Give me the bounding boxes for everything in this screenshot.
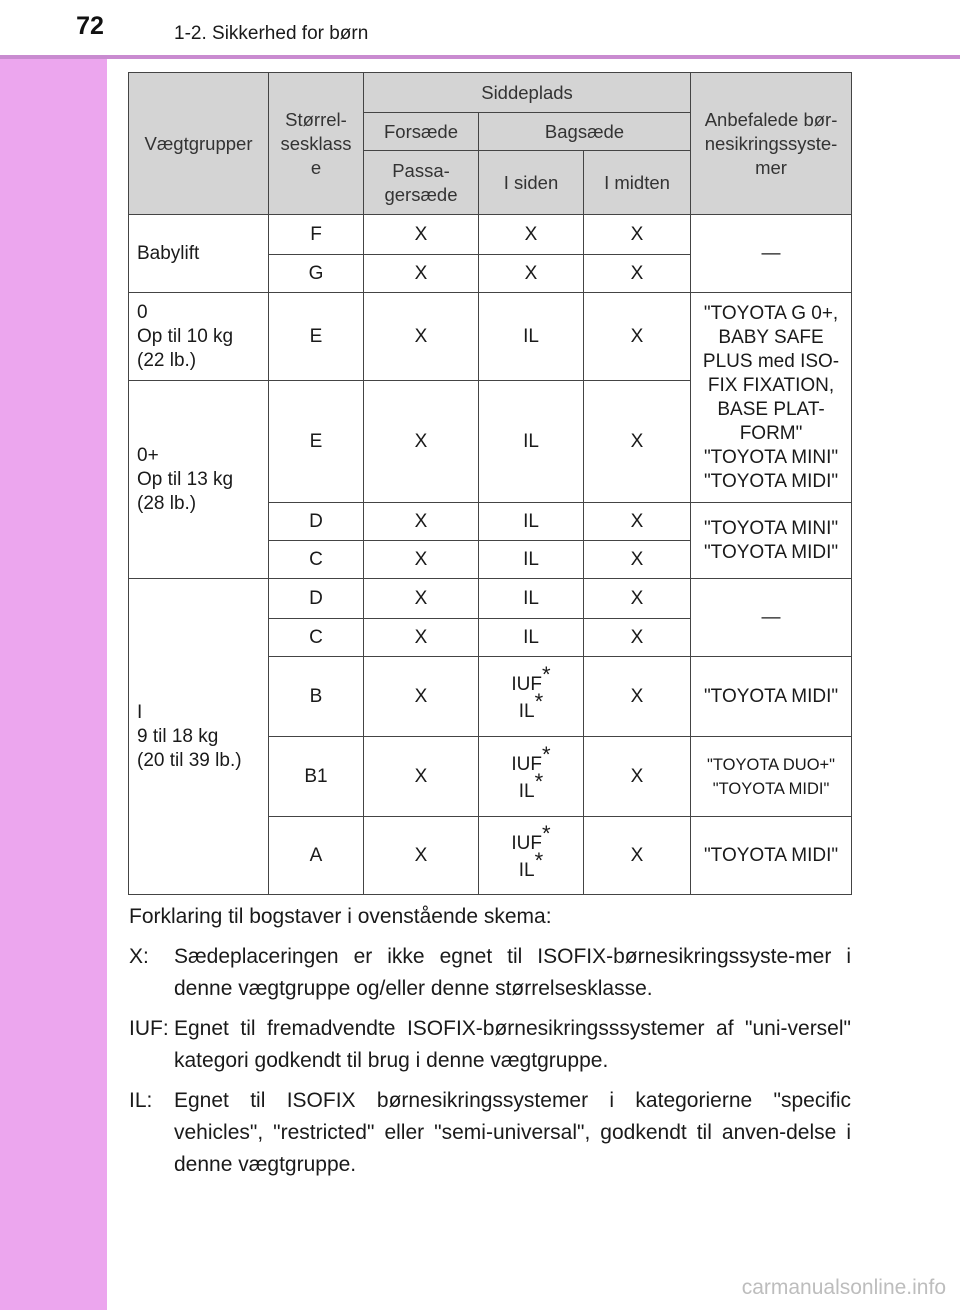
size-class-cell: F: [269, 215, 364, 255]
size-class-cell: G: [269, 255, 364, 293]
table-cell: X: [479, 255, 584, 293]
table-cell: IL: [479, 579, 584, 619]
table-cell: X: [364, 503, 479, 541]
recommended-cell: "TOYOTA MIDI": [691, 657, 852, 737]
section-title: 1-2. Sikkerhed for børn: [174, 23, 369, 44]
isofix-compatibility-table: [128, 72, 852, 895]
table-cell: X: [584, 381, 691, 503]
header-divider: [0, 55, 960, 59]
table-cell: X: [364, 737, 479, 817]
table-cell: IL: [479, 381, 584, 503]
header-passenger-seat: Passa- gersæde: [364, 151, 479, 215]
table-row: [129, 215, 852, 255]
weight-group-cell: 0+ Op til 13 kg (28 lb.): [129, 381, 269, 579]
watermark: carmanualsonline.info: [741, 1276, 946, 1299]
table-cell: IL: [479, 293, 584, 381]
weight-group-cell: 0 Op til 10 kg (22 lb.): [129, 293, 269, 381]
table-cell: X: [584, 737, 691, 817]
header-size-class: Størrel- sesklass e: [269, 73, 364, 215]
page-number: 72: [76, 12, 104, 40]
table-row: [129, 579, 852, 619]
table-cell: X: [584, 619, 691, 657]
table-cell: X: [584, 817, 691, 895]
table-cell: X: [584, 503, 691, 541]
table-cell: X: [364, 817, 479, 895]
legend-item-il: IL: Egnet til ISOFIX børnesikringssystemer i kategorierne "specific vehicles", "restricted" eller "semi-universal", godkendt til anven-delse i denne vægtgruppe.: [129, 1089, 851, 1176]
table-cell: X: [364, 619, 479, 657]
legend-title: Forklaring til bogstaver i ovenstående skema:: [129, 905, 552, 928]
size-class-cell: B1: [269, 737, 364, 817]
table-cell: IUF* IL*: [479, 737, 584, 817]
weight-group-cell: Babylift: [129, 215, 269, 293]
table-cell: X: [364, 579, 479, 619]
header-rear-seat: Bagsæde: [479, 113, 691, 151]
table-cell: X: [364, 255, 479, 293]
header-seat-position: Siddeplads: [364, 73, 691, 113]
table-cell: X: [584, 541, 691, 579]
table-row: [129, 293, 852, 381]
table-cell: X: [584, 215, 691, 255]
table-cell: X: [584, 293, 691, 381]
recommended-cell: —: [691, 579, 852, 657]
recommended-cell: "TOYOTA MINI" "TOYOTA MIDI": [691, 503, 852, 579]
size-class-cell: E: [269, 381, 364, 503]
side-margin-band: [0, 0, 107, 1310]
header-outboard: I siden: [479, 151, 584, 215]
table-cell: X: [364, 657, 479, 737]
recommended-cell: "TOYOTA MIDI": [691, 817, 852, 895]
table-cell: X: [364, 381, 479, 503]
table-cell: X: [584, 255, 691, 293]
size-class-cell: D: [269, 503, 364, 541]
table-cell: IUF* IL*: [479, 817, 584, 895]
table-cell: X: [364, 215, 479, 255]
table-cell: X: [364, 541, 479, 579]
table-cell: IL: [479, 541, 584, 579]
header-center: I midten: [584, 151, 691, 215]
size-class-cell: E: [269, 293, 364, 381]
size-class-cell: A: [269, 817, 364, 895]
legend-item-iuf: IUF: Egnet til fremadvendte ISOFIX-børnesikringsssystemer af "uni-versel" kategori godkendt til brug i denne vægtgruppe.: [129, 1017, 851, 1072]
size-class-cell: C: [269, 619, 364, 657]
recommended-cell: "TOYOTA G 0+, BABY SAFE PLUS med ISO- FIX FIXATION, BASE PLAT- FORM" "TOYOTA MINI" "TOYOTA MIDI": [691, 293, 852, 503]
table-cell: X: [584, 579, 691, 619]
header-weight-group: Vægtgrupper: [129, 73, 269, 215]
table-cell: X: [479, 215, 584, 255]
size-class-cell: B: [269, 657, 364, 737]
weight-group-cell: I 9 til 18 kg (20 til 39 lb.): [129, 579, 269, 895]
table-cell: X: [364, 293, 479, 381]
size-class-cell: D: [269, 579, 364, 619]
page-header: [0, 0, 960, 55]
header-front-seat: Forsæde: [364, 113, 479, 151]
table-cell: IL: [479, 619, 584, 657]
recommended-cell: "TOYOTA DUO+" "TOYOTA MIDI": [691, 737, 852, 817]
size-class-cell: C: [269, 541, 364, 579]
recommended-cell: —: [691, 215, 852, 293]
table-cell: X: [584, 657, 691, 737]
legend-item-x: X: Sædeplaceringen er ikke egnet til ISOFIX-børnesikringssyste-mer i denne vægtgruppe og/eller denne størrelsesklasse.: [129, 945, 851, 1000]
table-cell: IL: [479, 503, 584, 541]
table-cell: IUF* IL*: [479, 657, 584, 737]
header-recommended: Anbefalede bør- nesikringssyste- mer: [691, 73, 852, 215]
